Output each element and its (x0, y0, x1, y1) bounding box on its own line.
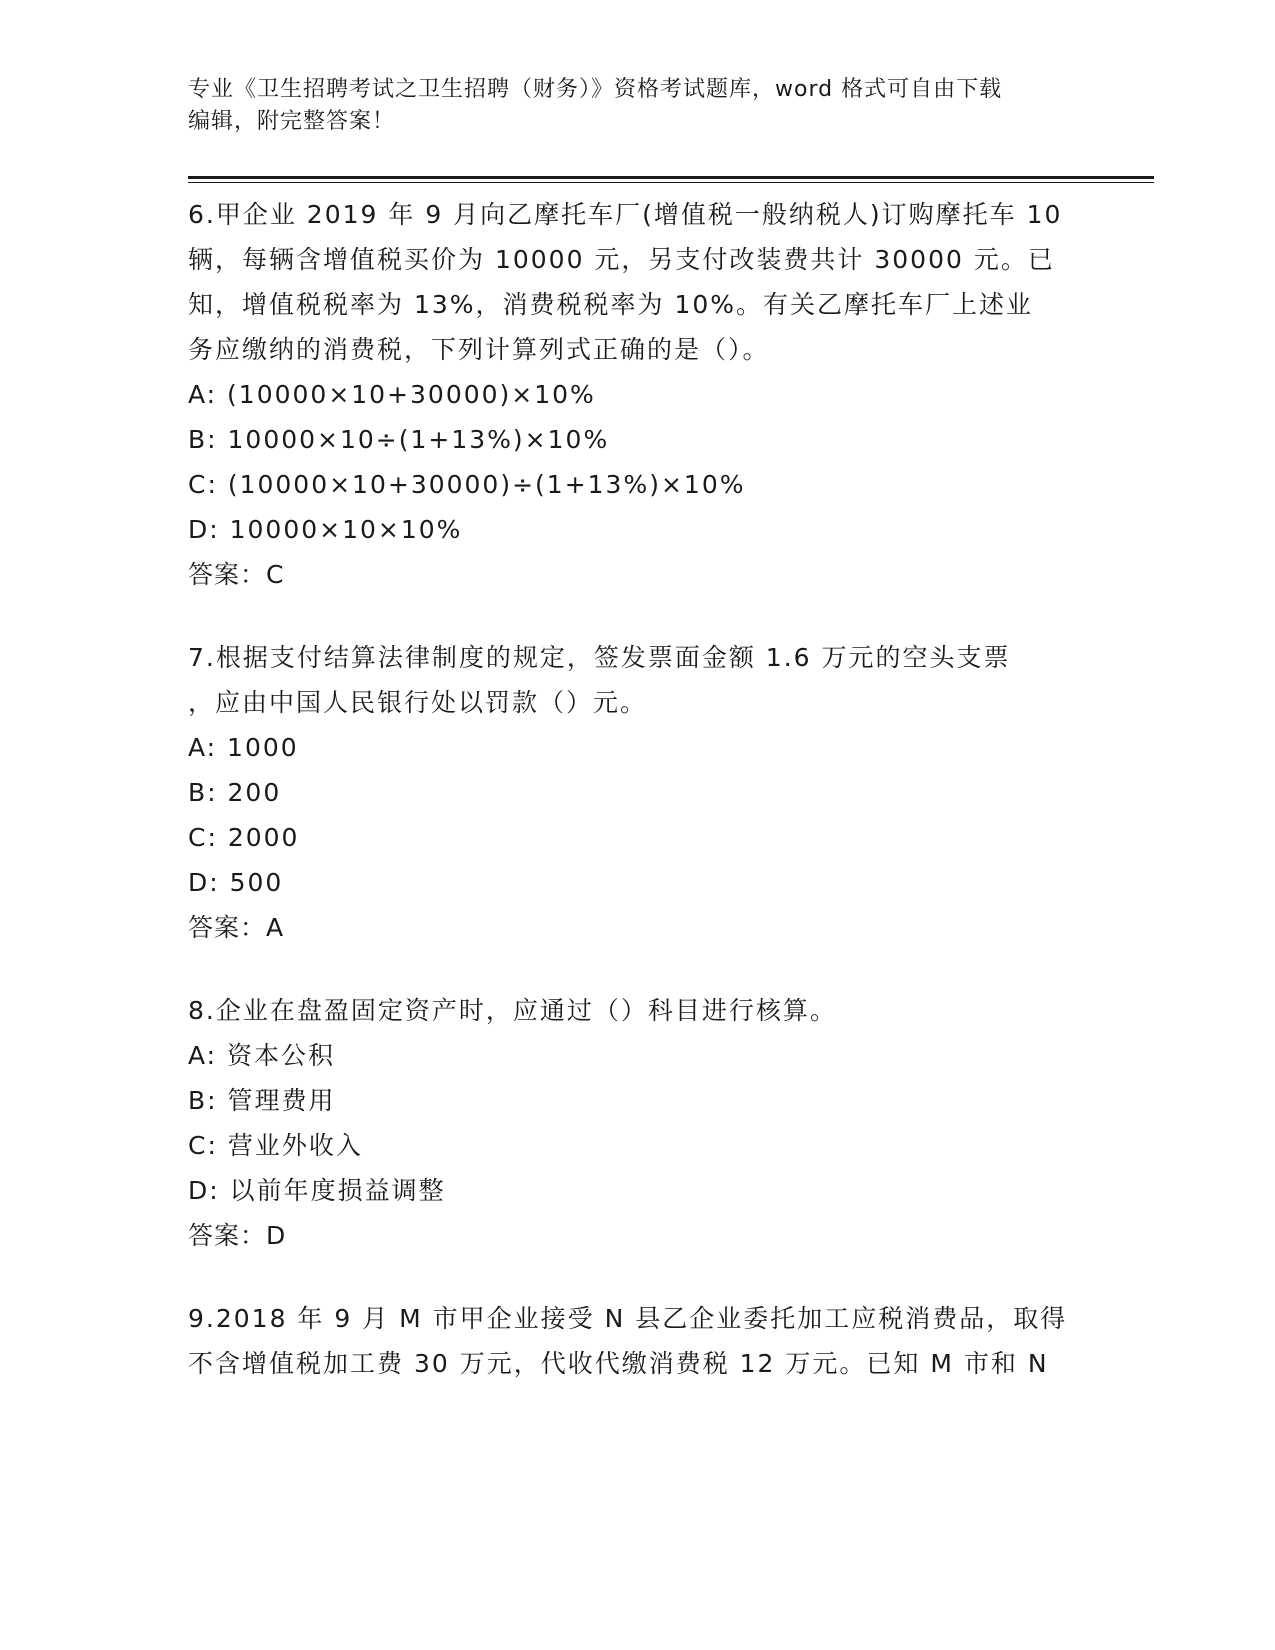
option-d: D: 10000×10×10% (188, 515, 463, 544)
answer-label: 答案：A (188, 913, 285, 942)
option-b: B: 管理费用 (188, 1086, 336, 1115)
question-text: 9.2018 年 9 月 M 市甲企业接受 N 县乙企业委托加工应税消费品，取得 不含增值税加工费 30 万元，代收代缴消费税 12 万元。已知 M 市和 N (188, 1304, 1068, 1378)
question-text: 6.甲企业 2019 年 9 月向乙摩托车厂(增值税一般纳税人)订购摩托车 10 辆，每辆含增值税买价为 10000 元，另支付改装费共计 30000 元。已 知，增值税税率为 13%，消费税税率为 10%。有关乙摩托车厂上述业 务应缴纳的消费税，下列计算列式正确的是（）。 (188, 200, 1063, 364)
option-c: C: (10000×10+30000)÷(1+13%)×10% (188, 470, 746, 499)
option-c: C: 营业外收入 (188, 1131, 363, 1160)
option-a: A: 资本公积 (188, 1041, 336, 1070)
header-title-line-2: 编辑，附完整答案！ (188, 109, 396, 134)
question-6 (188, 192, 1088, 597)
question-7 (188, 635, 1088, 950)
header-title-line-1: 专业《卫生招聘考试之卫生招聘（财务）》资格考试题库，word 格式可自由下载 (188, 77, 1003, 102)
option-b: B: 10000×10÷(1+13%)×10% (188, 425, 610, 454)
question-8 (188, 988, 1088, 1258)
option-d: D: 500 (188, 868, 284, 897)
option-d: D: 以前年度损益调整 (188, 1176, 446, 1205)
option-a: A: 1000 (188, 733, 299, 762)
option-b: B: 200 (188, 778, 282, 807)
header-rule-thick (188, 176, 1154, 179)
answer-label: 答案：D (188, 1221, 287, 1250)
option-a: A: (10000×10+30000)×10% (188, 380, 596, 409)
question-text: 7.根据支付结算法律制度的规定，签发票面金额 1.6 万元的空头支票 ，应由中国人民银行处以罚款（）元。 (188, 643, 1011, 717)
header-rule-thin (188, 182, 1154, 183)
document-header (188, 74, 1088, 138)
option-c: C: 2000 (188, 823, 300, 852)
question-list (188, 192, 1088, 1424)
question-9 (188, 1296, 1088, 1386)
question-text: 8.企业在盘盈固定资产时，应通过（）科目进行核算。 (188, 996, 837, 1025)
answer-label: 答案：C (188, 560, 285, 589)
